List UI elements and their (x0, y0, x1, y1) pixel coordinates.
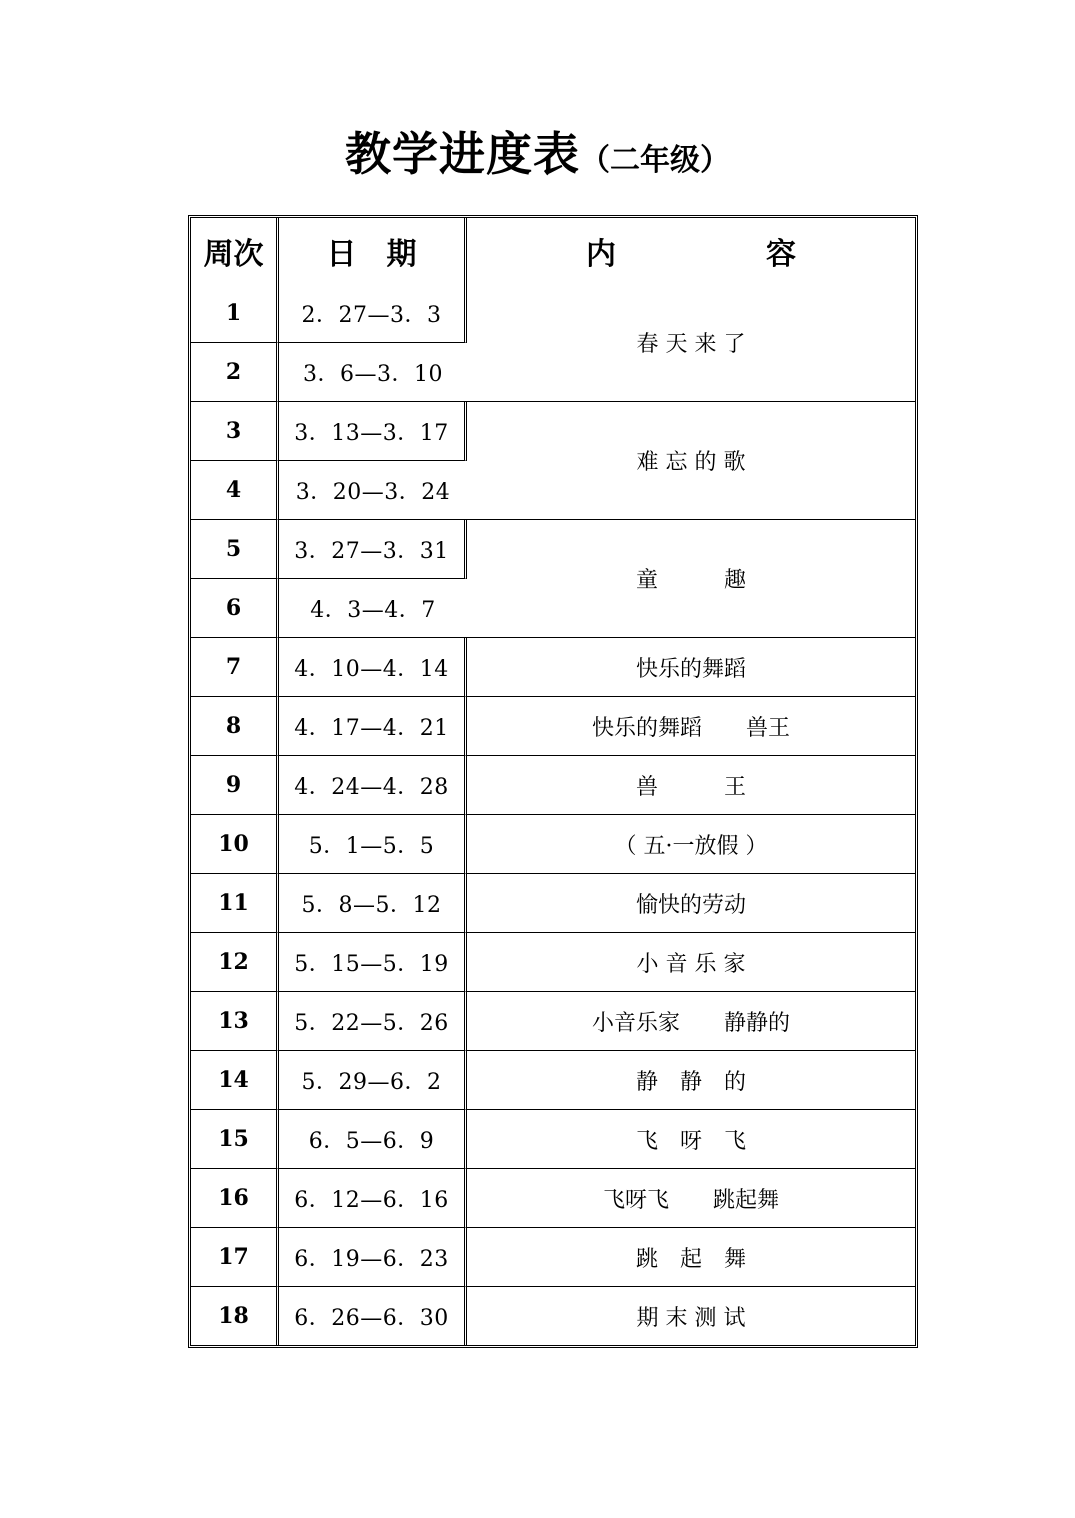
date-cell: 6．19—6．23 (279, 1228, 467, 1287)
week-cell: 2 (191, 343, 279, 402)
date-cell: 6．26—6．30 (279, 1287, 467, 1345)
date-cell: 5．1—5．5 (279, 815, 467, 874)
table-row (191, 874, 915, 933)
date-cell: 5．29—6．2 (279, 1051, 467, 1110)
date-cell: 5．8—5．12 (279, 874, 467, 933)
week-cell: 1 (191, 284, 279, 343)
date-cell: 5．15—5．19 (279, 933, 467, 992)
table-row (191, 638, 915, 697)
date-cell: 6．12—6．16 (279, 1169, 467, 1228)
table-row (191, 756, 915, 815)
content-cell: 愉快的劳动 (467, 874, 915, 933)
week-cell: 16 (191, 1169, 279, 1228)
date-cell: 5．22—5．26 (279, 992, 467, 1051)
content-cell: 童 趣 (467, 520, 915, 638)
date-cell: 4．3—4．7 (279, 579, 467, 638)
content-cell: 静 静 的 (467, 1051, 915, 1110)
content-cell: 兽 王 (467, 756, 915, 815)
table-row (191, 520, 915, 579)
schedule-table (188, 215, 918, 1348)
date-cell: 3．13—3．17 (279, 402, 467, 461)
week-cell: 5 (191, 520, 279, 579)
date-cell: 3．20—3．24 (279, 461, 467, 520)
table-row (191, 1228, 915, 1287)
date-cell: 4．24—4．28 (279, 756, 467, 815)
content-cell: 难 忘 的 歌 (467, 402, 915, 520)
content-cell: 春 天 来 了 (467, 284, 915, 402)
content-cell: 飞呀飞 跳起舞 (467, 1169, 915, 1228)
table-row (191, 933, 915, 992)
date-cell: 6．5—6．9 (279, 1110, 467, 1169)
week-cell: 7 (191, 638, 279, 697)
header-date: 日 期 (279, 218, 467, 284)
title-main: 教学进度表 (345, 127, 580, 181)
date-cell: 3．27—3．31 (279, 520, 467, 579)
table-row (191, 992, 915, 1051)
table-row (191, 1051, 915, 1110)
table-row (191, 284, 915, 343)
table-row (191, 402, 915, 461)
week-cell: 3 (191, 402, 279, 461)
week-cell: 11 (191, 874, 279, 933)
week-cell: 10 (191, 815, 279, 874)
document-title (0, 118, 1075, 184)
table-header-row (191, 218, 915, 284)
week-cell: 4 (191, 461, 279, 520)
week-cell: 13 (191, 992, 279, 1051)
content-cell: 期 末 测 试 (636, 1305, 746, 1331)
content-cell: 小 音 乐 家 (467, 933, 915, 992)
table-row (191, 1110, 915, 1169)
date-cell: 3．6—3．10 (279, 343, 467, 402)
table-row (191, 1169, 915, 1228)
week-cell: 6 (191, 579, 279, 638)
header-week: 周次 (191, 218, 279, 284)
header-content: 内 容 (586, 237, 796, 272)
content-cell: 小音乐家 静静的 (467, 992, 915, 1051)
content-cell: 飞 呀 飞 (467, 1110, 915, 1169)
title-grade: （二年级） (580, 143, 730, 178)
week-cell: 8 (191, 697, 279, 756)
table-row (191, 815, 915, 874)
content-cell: 快乐的舞蹈 (467, 638, 915, 697)
week-cell: 15 (191, 1110, 279, 1169)
content-cell: （ 五·一放假 ） (467, 815, 915, 874)
week-cell: 17 (191, 1228, 279, 1287)
week-cell: 12 (191, 933, 279, 992)
date-cell: 4．17—4．21 (279, 697, 467, 756)
content-cell: 快乐的舞蹈 兽王 (467, 697, 915, 756)
date-cell: 4．10—4．14 (279, 638, 467, 697)
table-row (191, 697, 915, 756)
content-cell: 跳 起 舞 (467, 1228, 915, 1287)
week-cell: 14 (191, 1051, 279, 1110)
week-cell: 9 (191, 756, 279, 815)
date-cell: 2．27—3．3 (279, 284, 467, 343)
week-cell: 18 (191, 1287, 279, 1345)
table-row (191, 1287, 915, 1345)
